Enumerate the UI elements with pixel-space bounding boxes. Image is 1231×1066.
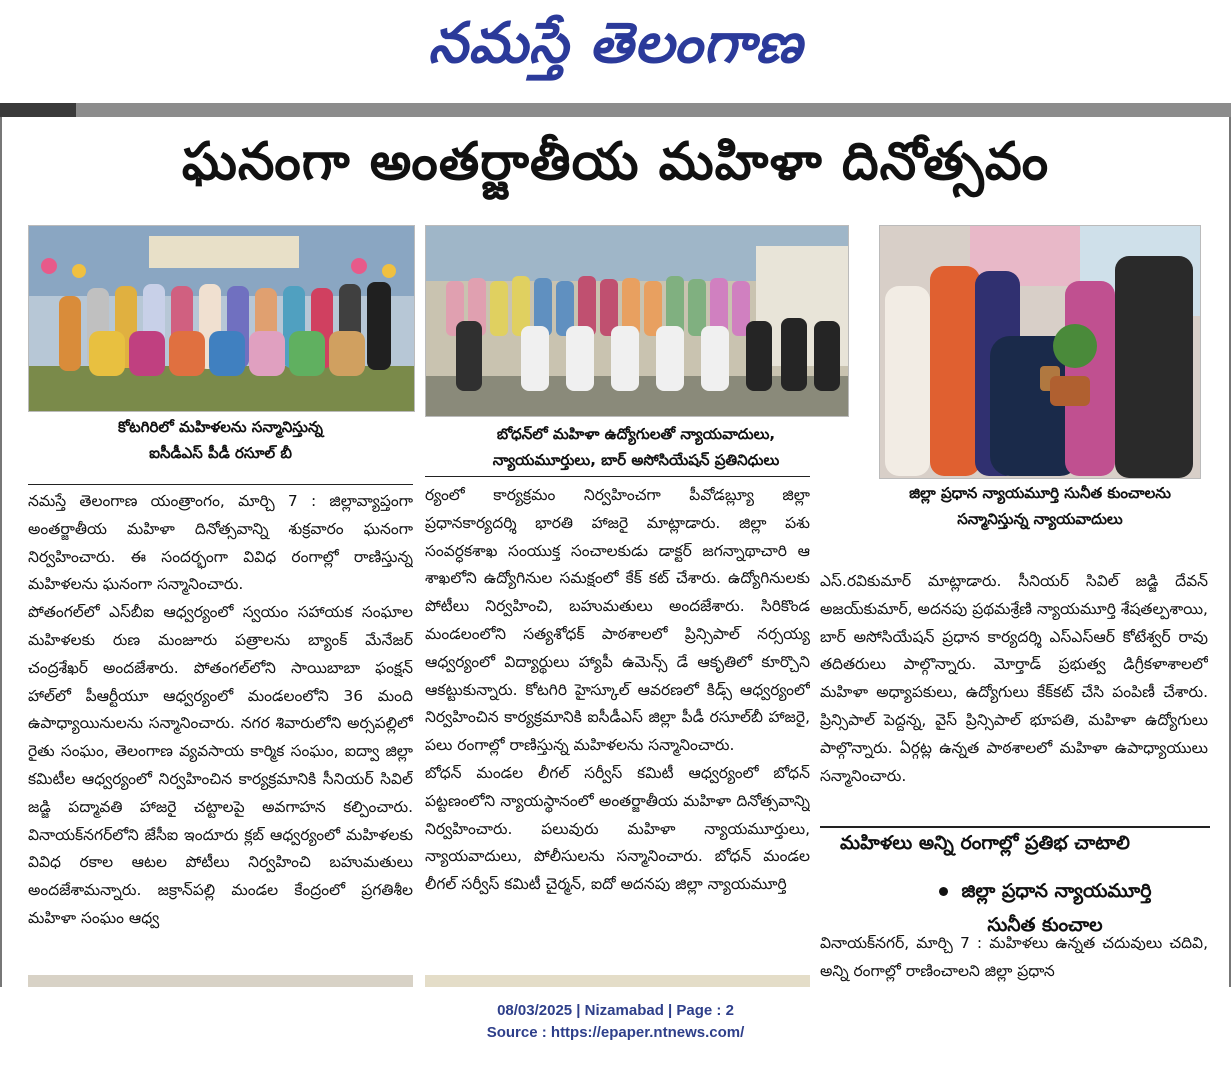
caption-bodhan-line-1: బోధన్‌లో మహిళా ఉద్యోగులతో న్యాయవాదులు, <box>496 425 776 443</box>
column-rule-left <box>28 484 413 485</box>
substory-bullet-text-2: సునీత కుంచాల <box>987 914 1103 936</box>
caption-judge-line-2: సన్మానిస్తున్న న్యాయవాదులు <box>957 510 1123 528</box>
photo-judge-felicitation-image <box>880 226 1200 478</box>
substory-headline: మహిళలు అన్ని రంగాల్లో ప్రతిభ చాటాలి <box>840 832 1130 854</box>
bullet-dot-icon <box>939 887 948 896</box>
masthead-bar-gray <box>76 103 1231 117</box>
article-headline: ఘనంగా అంతర్జాతీయ మహిళా దినోత్సవం <box>181 131 1050 192</box>
article-column-right: ఎస్.రవికుమార్ మాట్లాడారు. సీనియర్ సివిల్ జడ్జి దేవన్ అజయ్‌కుమార్, అదనపు ప్రథమశ్రేణి న్యాయమూర్తి శేషతల్పశాయి, బార్ అసోసియేషన్ ప్రధాన కార్యదర్శి ఎస్ఎస్ఆర్ కోటేశ్వర్ రావు తదితరులు పాల్గొన్నారు. మోర్తాడ్ ప్రభుత్వ డిగ్రీకళాశాలలో మహిళా అధ్యాపకులు, ఉద్యోగులు కేక్‌కట్ చేసి పంపిణీ చేశారు. ప్రిన్సిపాల్ పెద్దన్న, వైస్ ప్రిన్సిపాల్ భూపతి, మహిళా ఉద్యోగులు పాల్గొన్నారు. ఏర్గట్ల ఉన్నత పాఠశాలలో మహిళా ఉపాధ్యాయులు సన్మానించారు. <box>820 572 1208 785</box>
caption-judge <box>862 480 1218 532</box>
substory-rule <box>820 826 1210 828</box>
masthead-logo: నమస్తే తెలంగాణ <box>428 10 803 76</box>
photo-bodhan <box>425 225 849 417</box>
article-column-left: నమస్తే తెలంగాణ యంత్రాంగం, మార్చి 7 : జిల్లావ్యాప్తంగా అంతర్జాతీయ మహిళా దినోత్సవాన్ని శుక్రవారం ఘనంగా నిర్వహించారు. ఈ సందర్భంగా వివిధ రంగాల్లో రాణిస్తున్న మహిళలను ఘనంగా సన్మానించారు. పోతంగల్‌లో ఎస్‌బీఐ ఆధ్వర్యంలో స్వయం సహాయక సంఘాల మహిళలకు రుణ మంజూరు పత్రాలను బ్యాంక్ మేనేజర్ చంద్రశేఖర్ అందజేశారు. పోతంగల్‌లోని సాయిబాబా ఫంక్షన్ హాల్‌లో పీఆర్టీయూ ఆధ్వర్యంలో మండలంలోని 36 మంది ఉపాధ్యాయినులను సన్మానించారు. నగర శివారులోని అర్సపల్లిలో రైతు సంఘం, తెలంగాణ వ్యవసాయ కార్మిక సంఘం, ఐద్వా జిల్లా కమిటీల ఆధ్వర్యంలో నిర్వహించిన కార్యక్రమానికి సీనియర్ సివిల్ జడ్జి పద్మావతి హాజరై చట్టాలపై అవగాహన కల్పించారు. వినాయక్‌నగర్‌లోని జేసీఐ ఇందూరు క్లబ్ ఆధ్వర్యంలో మహిళలకు వివిధ రకాల ఆటల పోటీలు నిర్వహించి బహుమతులు అందజేశామన్నారు. జక్రాన్‌పల్లి మండల కేంద్రంలో ప్రగతిశీల మహిళా సంఘం ఆధ్వ <box>28 492 413 927</box>
photo-strip-middle <box>425 975 810 987</box>
photo-kotagiri-image <box>29 226 414 411</box>
caption-judge-line-1: జిల్లా ప్రధాన న్యాయమూర్తి సునీత కుంచాలను <box>909 484 1171 502</box>
column-rule-middle <box>425 476 810 477</box>
photo-strip-left <box>28 975 413 987</box>
caption-bodhan <box>425 421 847 473</box>
caption-bodhan-line-2: న్యాయమూర్తులు, బార్ అసోసియేషన్ ప్రతినిధులు <box>492 451 780 469</box>
page-footer <box>0 1000 1231 1044</box>
caption-kotagiri-line-2: ఐసీడీఎస్ పీడీ రసూల్ బీ <box>149 444 292 462</box>
photo-bodhan-image <box>426 226 848 416</box>
substory-body: వినాయక్‌నగర్, మార్చి 7 : మహిళలు ఉన్నత చదువులు చదివి, అన్ని రంగాల్లో రాణించాలని జిల్లా ప్రధాన <box>820 934 1208 980</box>
substory-bullet-text-1: జిల్లా ప్రధాన న్యాయమూర్తి <box>961 880 1152 902</box>
photo-kotagiri <box>28 225 415 412</box>
masthead <box>0 0 1231 100</box>
frame-left-border <box>0 117 2 987</box>
masthead-bar-dark <box>0 103 76 117</box>
caption-kotagiri-line-1: కోటగిరిలో మహిళలను సన్మానిస్తున్న <box>118 418 323 436</box>
caption-kotagiri <box>28 414 413 466</box>
footer-source-link[interactable]: Source : https://epaper.ntnews.com/ <box>486 1024 745 1041</box>
footer-date-page: 08/03/2025 | Nizamabad | Page : 2 <box>497 1002 734 1019</box>
photo-judge-felicitation <box>879 225 1201 479</box>
article-column-middle: ర్యంలో కార్యక్రమం నిర్వహించగా పీవోడబ్ల్యూ జిల్లా ప్రధానకార్యదర్శి భారతి హాజరై మాట్లాడారు. జిల్లా పశు సంవర్ధకశాఖ సంయుక్త సంచాలకుడు డాక్టర్ జగన్నాథాచారి ఆ శాఖలోని ఉద్యోగినుల సమక్షంలో కేక్ కట్ చేశారు. ఉద్యోగినులకు పోటీలు నిర్వహించి, బహుమతులు అందజేశారు. సిరికొండ మండలంలోని సత్యశోధక్ పాఠశాలలో ప్రిన్సిపాల్ నర్సయ్య ఆధ్వర్యంలో విద్యార్థులు హ్యాపీ ఉమెన్స్ డే ఆకృతిలో కూర్చొని ఆకట్టుకున్నారు. కోటగిరి హైస్కూల్ ఆవరణలో కిడ్స్ ఆధ్వర్యంలో నిర్వహించిన కార్యక్రమానికి ఐసీడీఎస్ జిల్లా పీడీ రసూల్‌బీ హాజరై, పలు రంగాల్లో రాణిస్తున్న మహిళలను సన్మానించారు. బోధన్ మండల లీగల్ సర్వీస్ కమిటీ ఆధ్వర్యంలో బోధన్ పట్టణంలోని న్యాయస్థానంలో అంతర్జాతీయ మహిళా దినోత్సవాన్ని నిర్వహించారు. పలువురు మహిళా న్యాయమూర్తులు, న్యాయవాదులు, పోలీసులను సన్మానించారు. బోధన్ మండల లీగల్ సర్వీస్ కమిటీ చైర్మన్, ఐదో అదనపు జిల్లా న్యాయమూర్తి <box>425 486 810 894</box>
substory-bullet-line-1 <box>939 874 1152 908</box>
